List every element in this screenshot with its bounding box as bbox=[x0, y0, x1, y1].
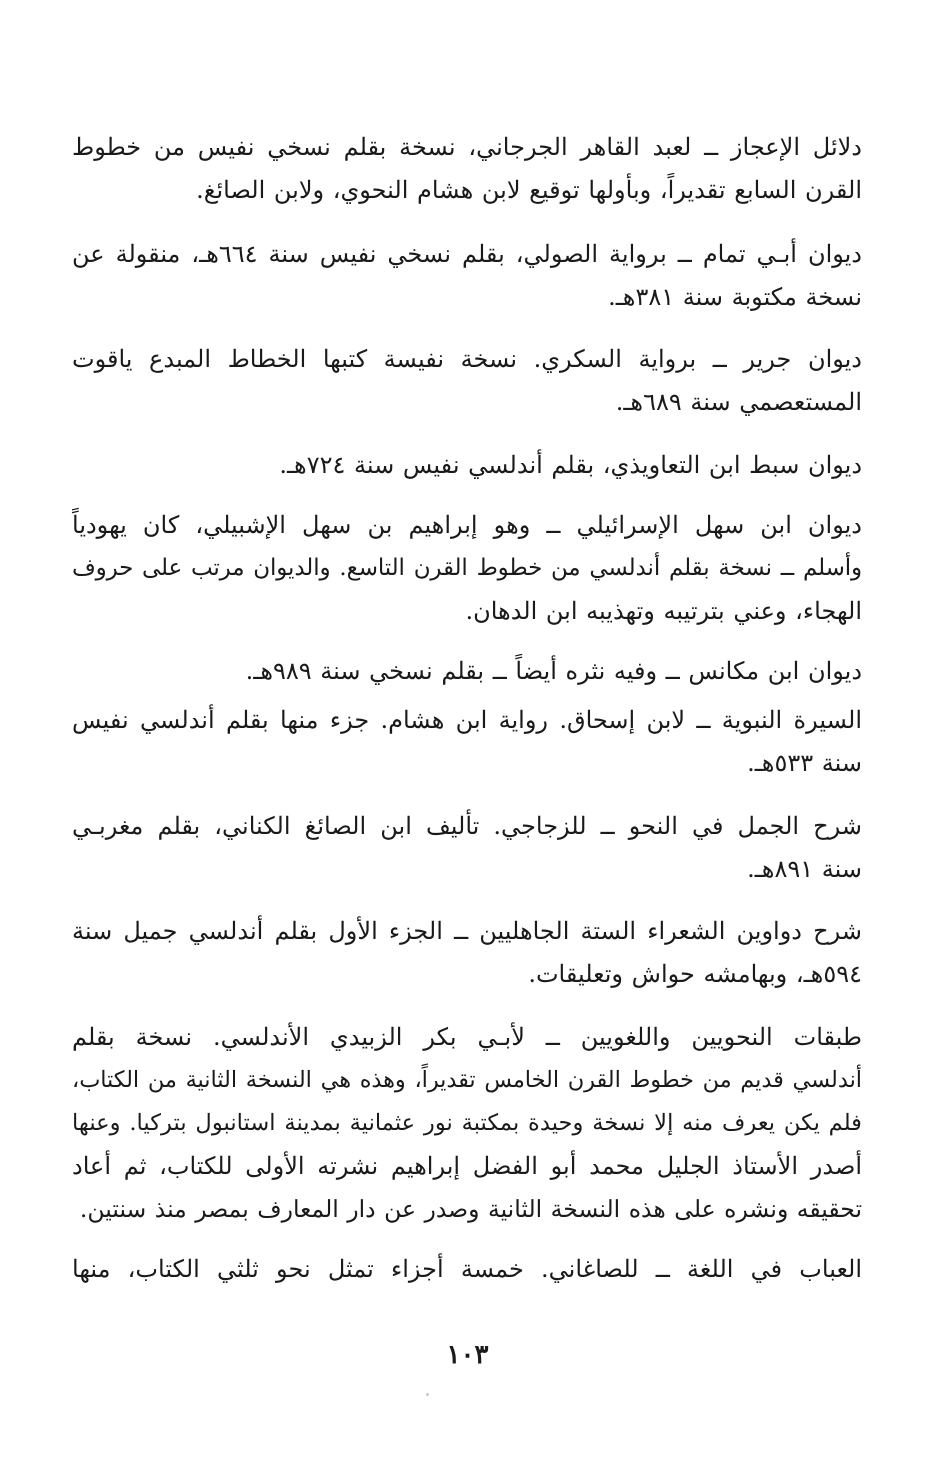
entry-line: ديوان جرير ــ برواية السكري. نسخة نفيسة كتبها الخطاط المبدع ياقوت bbox=[72, 345, 862, 373]
entry-diwan-sibt-ibn-al-taawidhi bbox=[72, 444, 862, 487]
entry-line: سنة ٨٩١هـ. bbox=[747, 855, 862, 883]
entry-line: العباب في اللغة ــ للصاغاني. خمسة أجزاء تمثل نحو ثلثي الكتاب، منها bbox=[72, 1255, 862, 1283]
entry-line: أندلسي قديم من خطوط القرن الخامس تقديراً، وهذه هي النسخة الثانية من الكتاب، bbox=[72, 1067, 862, 1093]
entry-tabaqat-al-nahwiyyin bbox=[72, 1016, 862, 1231]
entry-line: الهجاء، وعني بترتيبه وتهذيبه ابن الدهان. bbox=[465, 597, 862, 625]
entry-diwan-ibn-makanis bbox=[72, 650, 862, 693]
entry-line: ديوان أبـي تمام ــ برواية الصولي، بقلم نسخي نفيس سنة ٦٦٤هـ، منقولة عن bbox=[72, 240, 862, 268]
entry-line: نسخة مكتوبة سنة ٣٨١هـ. bbox=[608, 283, 862, 311]
entry-line: شرح دواوين الشعراء الستة الجاهليين ــ الجزء الأول بقلم أندلسي جميل سنة bbox=[72, 917, 862, 945]
entry-diwan-jarir bbox=[72, 338, 862, 424]
entry-sharh-al-jumal bbox=[72, 805, 862, 891]
entry-sharh-dawawin-al-shuara bbox=[72, 910, 862, 996]
entry-line: المستعصمي سنة ٦٨٩هـ. bbox=[615, 388, 862, 416]
entry-line: وأسلم ــ نسخة بقلم أندلسي من خطوط القرن التاسع. والديوان مرتب على حروف bbox=[72, 555, 862, 581]
entry-al-sira-al-nabawiyya bbox=[72, 699, 862, 785]
entry-line: ديوان ابن سهل الإسرائيلي ــ وهو إبراهيم بن سهل الإشبيلي، كان يهودياً bbox=[72, 511, 862, 539]
entry-dalail-al-ijaz bbox=[72, 126, 862, 212]
entry-line: طبقات النحويين واللغويين ــ لأبـي بكر الزبيدي الأندلسي. نسخة بقلم bbox=[72, 1023, 862, 1051]
entry-line: ٥٩٤هـ، وبهامشه حواش وتعليقات. bbox=[528, 960, 862, 988]
entry-line: السيرة النبوية ــ لابن إسحاق. رواية ابن هشام. جزء منها بقلم أندلسي نفيس bbox=[72, 706, 862, 734]
entry-line: ديوان ابن مكانس ــ وفيه نثره أيضاً ــ بقلم نسخي سنة ٩٨٩هـ. bbox=[245, 657, 862, 685]
entry-al-ubab bbox=[72, 1248, 862, 1291]
entry-line: سنة ٥٣٣هـ. bbox=[747, 749, 862, 777]
entry-line: أصدر الأستاذ الجليل محمد أبو الفضل إبراهيم نشرته الأولى للكتاب، ثم أعاد bbox=[72, 1152, 863, 1180]
scan-dot bbox=[426, 1393, 429, 1396]
entry-diwan-ibn-sahl bbox=[72, 504, 862, 633]
entry-line: القرن السابع تقديراً، وبأولها توقيع لابن هشام النحوي، ولابن الصائغ. bbox=[196, 176, 862, 204]
entry-line: تحقيقه ونشره على هذه النسخة الثانية وصدر عن دار المعارف بمصر منذ سنتين. bbox=[79, 1195, 862, 1223]
entry-line: ديوان سبط ابن التعاويذي، بقلم أندلسي نفيس سنة ٧٢٤هـ. bbox=[279, 451, 862, 479]
entry-line: شرح الجمل في النحو ــ للزجاجي. تأليف ابن الصائغ الكناني، بقلم مغربـي bbox=[72, 812, 863, 840]
entry-line: فلم يكن يعرف منه إلا نسخة وحيدة بمكتبة نور عثمانية بمدينة استانبول بتركيا. وعنها bbox=[72, 1110, 862, 1136]
entry-line: دلائل الإعجاز ــ لعبد القاهر الجرجاني، نسخة بقلم نسخي نفيس من خطوط bbox=[72, 133, 862, 161]
entry-diwan-abi-tammam bbox=[72, 233, 862, 319]
page-number: ١٠٣ bbox=[446, 1340, 489, 1370]
